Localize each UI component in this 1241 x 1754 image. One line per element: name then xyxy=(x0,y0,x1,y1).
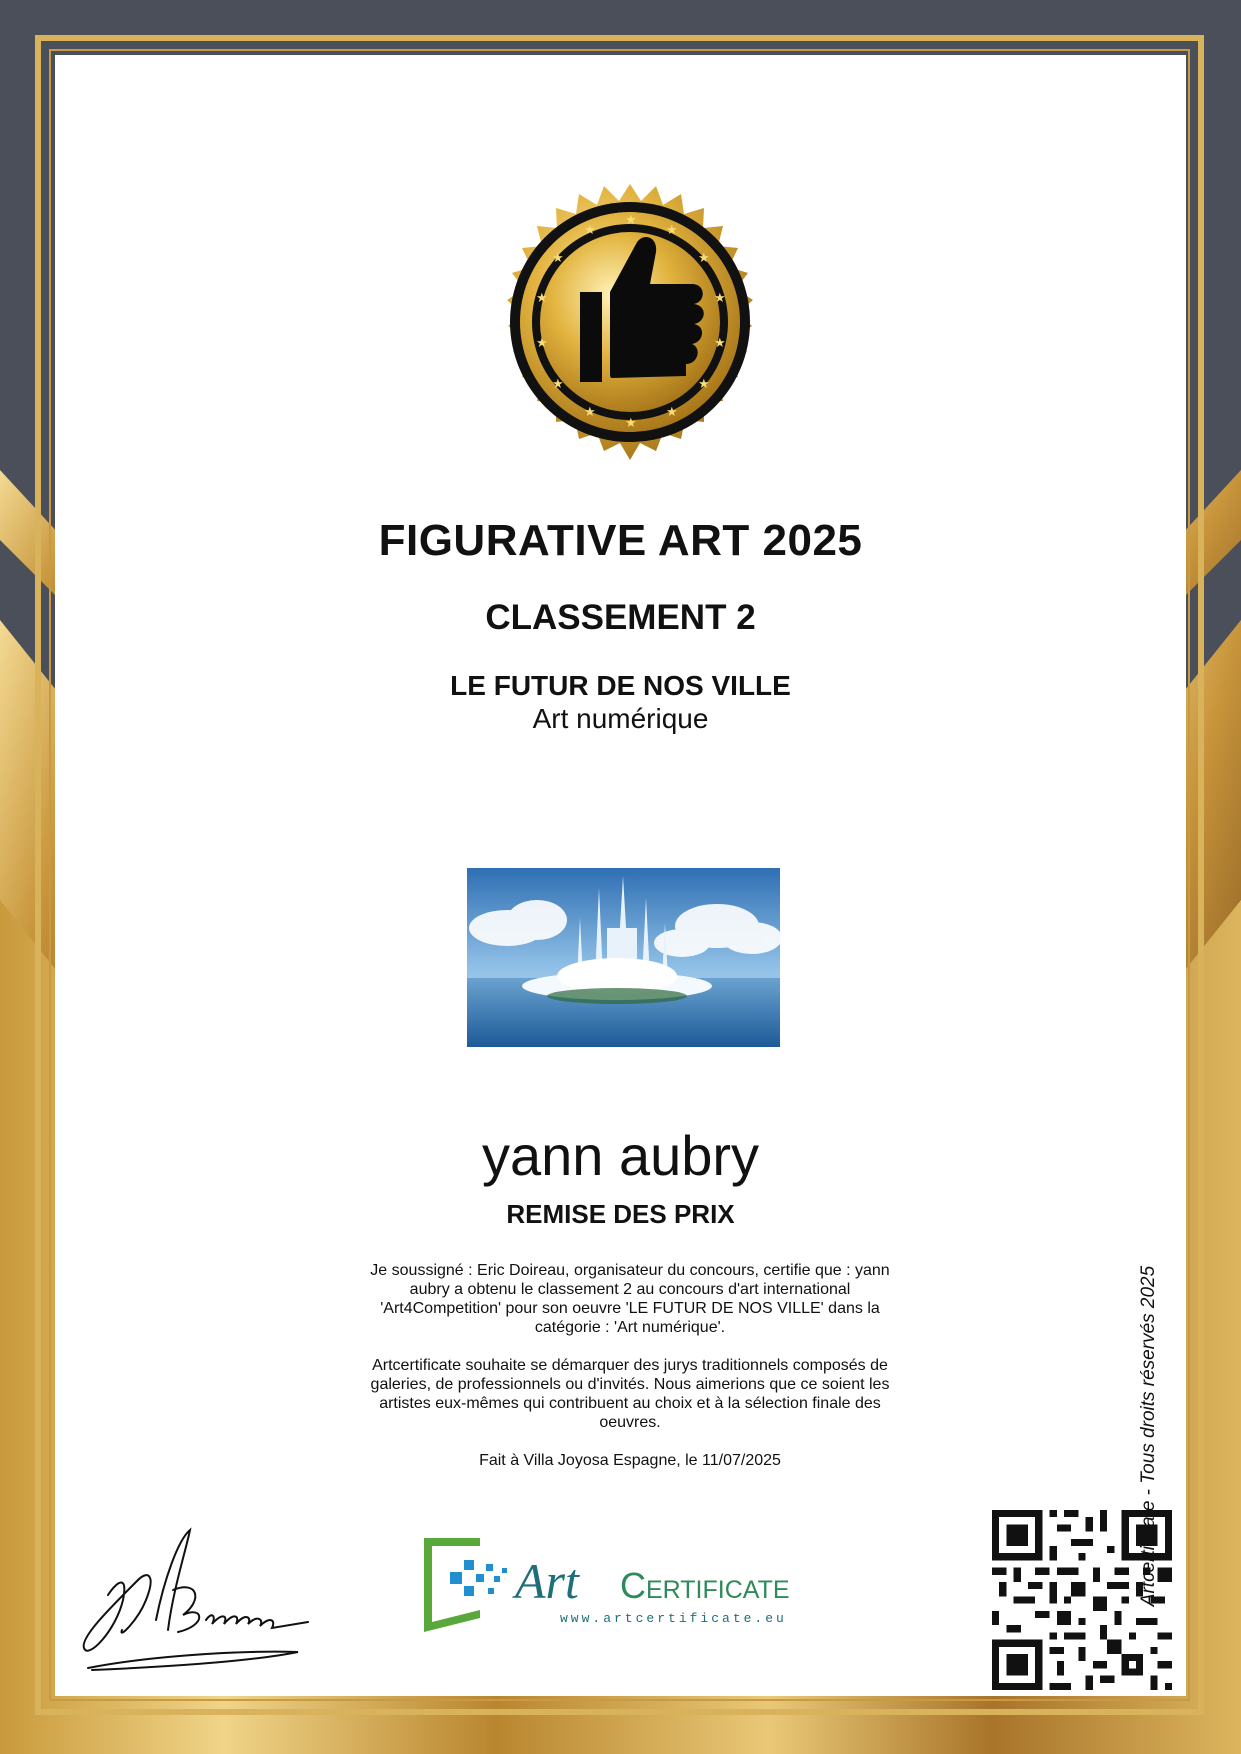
ceremony-heading: REMISE DES PRIX xyxy=(506,1199,735,1229)
svg-text:★: ★ xyxy=(625,213,637,228)
svg-text:★: ★ xyxy=(536,291,548,306)
logo-url: www.artcertificate.eu xyxy=(560,1611,787,1626)
rank-heading: CLASSEMENT 2 xyxy=(485,598,756,637)
artist-name: yann aubry xyxy=(481,1124,760,1187)
place-date: Fait à Villa Joyosa Espagne, le 11/07/2025 xyxy=(479,1452,781,1469)
mission-paragraph: Artcertificate souhaite se démarquer des jurys traditionnels composés de galeries, de professionnels ou d'invités. Nous aimerions que ce soient les artistes eux-mêmes qui contribuent au choix et à la sélection finale des oeuvres. xyxy=(370,1357,890,1431)
artwork-image xyxy=(467,868,780,1047)
svg-text:★: ★ xyxy=(584,405,596,420)
svg-text:★: ★ xyxy=(552,251,564,266)
logo-word-certificate: Certificate xyxy=(620,1565,790,1606)
artwork-category: Art numérique xyxy=(532,703,709,734)
svg-text:★: ★ xyxy=(666,405,678,420)
logo-word-art: Art xyxy=(515,1553,579,1609)
thumbs-up-medal-icon xyxy=(460,152,800,492)
svg-text:★: ★ xyxy=(625,416,637,431)
svg-text:★: ★ xyxy=(584,223,596,238)
artwork-title: LE FUTUR DE NOS VILLE xyxy=(450,670,791,701)
svg-text:★: ★ xyxy=(698,377,710,392)
svg-text:★: ★ xyxy=(714,336,726,351)
svg-text:★: ★ xyxy=(552,377,564,392)
signature xyxy=(78,1520,368,1680)
copyright-side-text: Artcertificate - Tous droits réservés 2025 xyxy=(1138,1265,1159,1607)
certificate-title: FIGURATIVE ART 2025 xyxy=(378,516,863,565)
svg-text:★: ★ xyxy=(666,223,678,238)
svg-text:★: ★ xyxy=(536,336,548,351)
certification-paragraph: Je soussigné : Eric Doireau, organisateur du concours, certifie que : yann aubry a obtenu le classement 2 au concours d'art international 'Art4Competition' pour son oeuvre 'LE FUTUR DE NOS VILLE' dans la catégorie : 'Art numérique'. xyxy=(370,1262,890,1336)
svg-text:★: ★ xyxy=(698,251,710,266)
svg-text:★: ★ xyxy=(714,291,726,306)
artcertificate-logo xyxy=(420,1530,850,1640)
